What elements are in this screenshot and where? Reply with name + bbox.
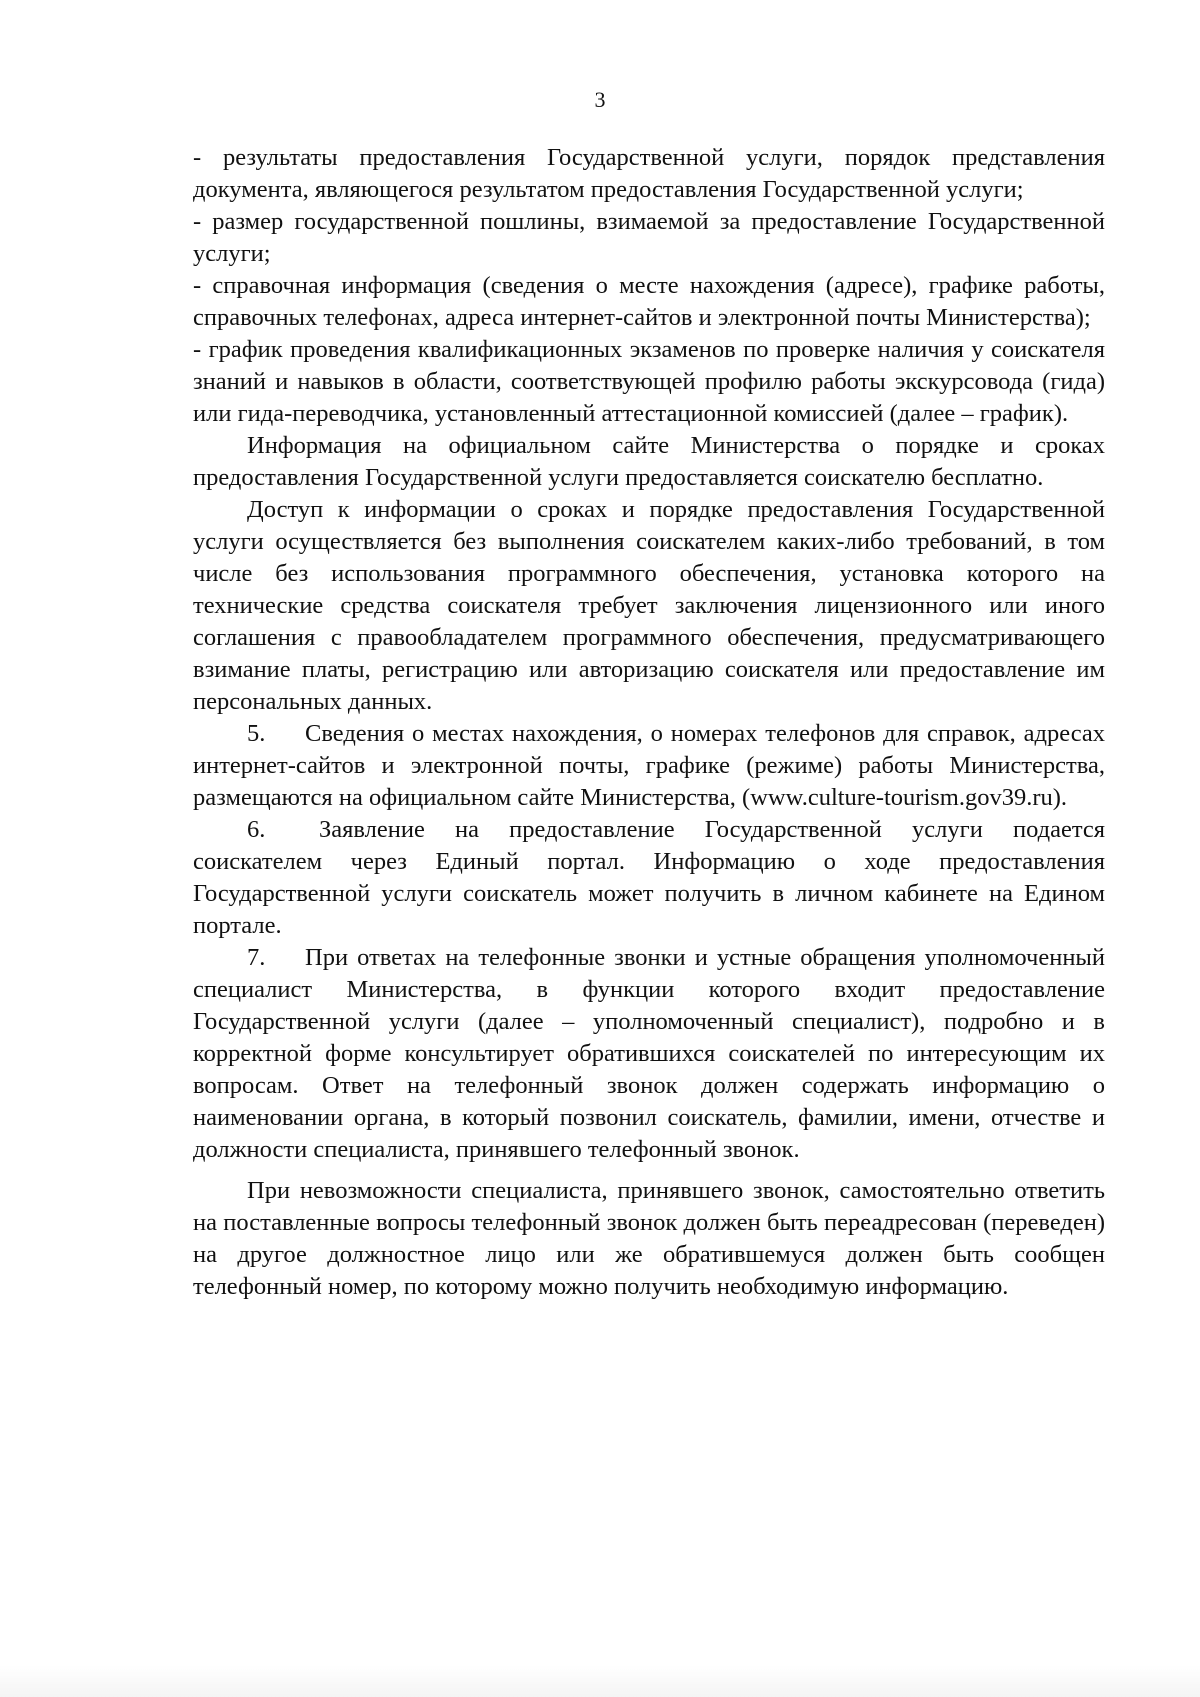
paragraph-text-7: При ответах на телефонные звонки и устные обращения уполномоченный специалист Министерства, в функции которого входит предоставление Государственной услуги (далее – уполномоченный специалист), подробно и в корректной форме консультирует обратившихся соискателей по интересующим их вопросам. Ответ на телефонный звонок должен содержать информацию о наименовании органа, в который позвонил соискатель, фамилии, имени, отчестве и должности специалиста, принявшего телефонный звонок. <box>193 944 1105 1163</box>
numbered-paragraph-6 <box>193 814 1105 942</box>
list-item-results: - результаты предоставления Государственной услуги, порядок представления документа, являющегося результатом предоставления Государственной услуги; <box>193 144 1105 203</box>
paragraph-free-info: Информация на официальном сайте Министерства о порядке и сроках предоставления Государственной услуги предоставляется соискателю бесплатно. <box>193 432 1105 491</box>
paragraph-number-7: 7. <box>247 944 266 971</box>
paragraph-text-6: Заявление на предоставление Государственной услуги подается соискателем через Единый портал. Информацию о ходе предоставления Государственной услуги соискатель может получить в личном кабинете на Едином портале. <box>193 816 1105 939</box>
paragraph-number-5: 5. <box>247 720 266 747</box>
paragraph-text-5: Сведения о местах нахождения, о номерах телефонов для справок, адресах интернет-сайтов и электронной почты, графике (режиме) работы Министерства, размещаются на официальном сайте Министерства, (www.culture-tourism.gov39.ru). <box>193 720 1105 811</box>
numbered-paragraph-5 <box>193 718 1105 814</box>
paragraph-number-6: 6. <box>247 816 266 843</box>
page-number: 3 <box>594 87 606 112</box>
list-item-exam-schedule: - график проведения квалификационных экзаменов по проверке наличия у соискателя знаний и навыков в области, соответствующей профилю работы экскурсовода (гида) или гида-переводчика, установленный аттестационной комиссией (далее – график). <box>193 336 1105 427</box>
paragraph-access-info: Доступ к информации о сроках и порядке предоставления Государственной услуги осуществляется без выполнения соискателем каких-либо требований, в том числе без использования программного обеспечения, установка которого на технические средства соискателя требует заключения лицензионного или иного соглашения с правообладателем программного обеспечения, предусматривающего взимание платы, регистрацию или авторизацию соискателя или предоставление им персональных данных. <box>193 496 1105 715</box>
document-body <box>193 142 1105 1303</box>
list-item-fee: - размер государственной пошлины, взимаемой за предоставление Государственной услуги; <box>193 208 1105 267</box>
scan-bottom-shadow <box>0 1665 1200 1697</box>
list-item-reference-info: - справочная информация (сведения о месте нахождения (адресе), графике работы, справочных телефонах, адреса интернет-сайтов и электронной почты Министерства); <box>193 272 1105 331</box>
paragraph-redirect: При невозможности специалиста, принявшего звонок, самостоятельно ответить на поставленные вопросы телефонный звонок должен быть переадресован (переведен) на другое должностное лицо или же обратившемуся должен быть сообщен телефонный номер, по которому можно получить необходимую информацию. <box>193 1177 1105 1300</box>
numbered-paragraph-7 <box>193 942 1105 1166</box>
